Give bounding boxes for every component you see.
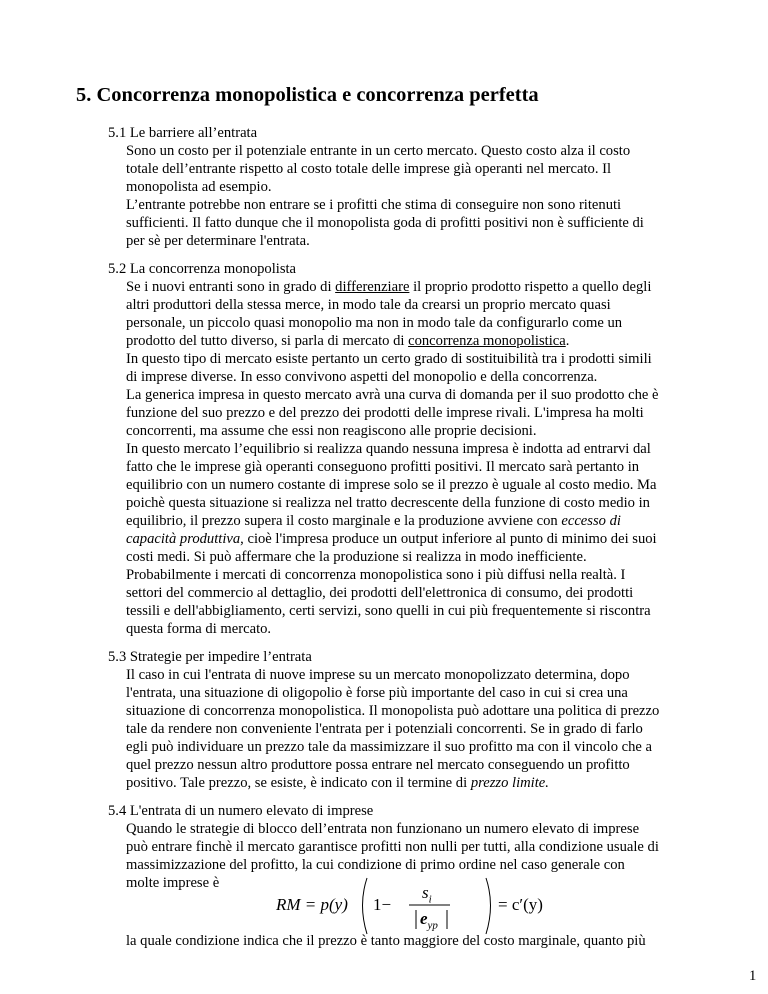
formula-numerator: $s_i$ <box>422 883 432 906</box>
paragraph-line: positivo. Tale prezzo, se esiste, è indicato con il termine di prezzo limite. <box>126 775 549 791</box>
paragraph-line: settori del commercio al dettaglio, dei prodotti dell'elettronica di consumo, dei prodotti <box>126 585 634 601</box>
section-heading-5-1: 5.1 Le barriere all’entrata <box>108 125 258 141</box>
italic-term: prezzo limite. <box>470 775 549 791</box>
paragraph-line: la quale condizione indica che il prezzo è tanto maggiore del costo marginale, quanto più <box>126 933 646 949</box>
paragraph-line: sufficienti. Il fatto dunque che il monopolista goda di profitti positivi non è sufficiente di <box>126 215 644 231</box>
paragraph-line: Se i nuovi entranti sono in grado di differenziare il proprio prodotto rispetto a quello degli <box>126 279 652 295</box>
paragraph-line: monopolista ad esempio. <box>126 179 272 195</box>
paragraph-line: La generica impresa in questo mercato avrà una curva di domanda per il suo prodotto che è <box>126 387 659 403</box>
paragraph-line: poichè questa situazione si realizza nel tratto decrescente della funzione di costo medio in <box>126 495 650 511</box>
section-heading-5-3: 5.3 Strategie per impedire l’entrata <box>108 649 312 665</box>
page-number: 1 <box>749 968 757 984</box>
paragraph-line: In questo mercato l’equilibrio si realizza quando nessuna impresa è indotta ad entrarvi dal <box>126 441 651 457</box>
paragraph-line: equilibrio con un numero costante di imprese solo se il prezzo è uguale al costo medio. Ma <box>126 477 657 493</box>
paragraph-line: egli può individuare un prezzo tale da massimizzare il suo profitto ma con il vincolo che a <box>126 739 653 755</box>
paragraph-line: In questo tipo di mercato esiste pertanto un certo grado di sostituibilità tra i prodotti simili <box>126 351 652 367</box>
paragraph-line: di imprese diverse. In esso convivono aspetti del monopolio e della concorrenza. <box>126 369 598 385</box>
paragraph-line: massimizzazione del profitto, la cui condizione di primo ordine nel caso generale con <box>126 857 625 873</box>
paragraph-line: capacità produttiva, cioè l'impresa produce un output inferiore al punto di minimo dei suoi <box>126 531 657 547</box>
section-heading-5-2: 5.2 La concorrenza monopolista <box>108 261 297 277</box>
paragraph-line: molte imprese è <box>126 875 220 891</box>
paragraph-line: personale, un piccolo quasi monopolio ma non in modo tale da configurarlo come un <box>126 315 623 331</box>
paragraph-line: fatto che le imprese già operanti conseguono profitti positivi. Il mercato sarà pertanto in <box>126 459 640 475</box>
paragraph-line: funzione del suo prezzo e del prezzo dei prodotti delle imprese rivali. L'impresa ha molti <box>126 405 644 421</box>
paragraph-line: quel prezzo nessun altro produttore possa entrare nel mercato conseguendo un profitto <box>126 757 630 773</box>
paragraph-line: Il caso in cui l'entrata di nuove imprese su un mercato monopolizzato determina, dopo <box>126 667 630 683</box>
italic-term: capacità produttiva <box>126 531 241 547</box>
paragraph-line: prodotto del tutto diverso, si parla di mercato di concorrenza monopolistica. <box>126 333 570 349</box>
paragraph-line: totale dell’entrante rispetto al costo totale delle imprese già operanti nel mercato. Il <box>126 161 612 177</box>
paragraph-line: costi medi. Si può affermare che la produzione si realizza in modo inefficiente. <box>126 549 587 565</box>
underlined-term: concorrenza monopolistica <box>408 333 566 349</box>
paragraph-line: Probabilmente i mercati di concorrenza monopolistica sono i più diffusi nella realtà. I <box>126 567 626 583</box>
paragraph-line: l'entrata, una situazione di oligopolio è forse più importante del caso in cui si crea una <box>126 685 628 701</box>
paragraph-line: questa forma di mercato. <box>126 621 272 637</box>
chapter-title: 5. Concorrenza monopolistica e concorrenza perfetta <box>76 84 539 106</box>
formula-denominator: $e_{yp}$ <box>420 909 438 932</box>
paragraph-line: può entrare finchè il mercato garantisce profitti non nulli per tutti, alla condizione usuale di <box>126 839 659 855</box>
paragraph-line: Sono un costo per il potenziale entrante in un certo mercato. Questo costo alza il costo <box>126 143 631 159</box>
formula-lhs: RM = p(y) <box>276 895 348 914</box>
underlined-term: differenziare <box>335 279 410 295</box>
paragraph-line: per sè per determinare l'entrata. <box>126 233 310 249</box>
section-heading-5-4: 5.4 L'entrata di un numero elevato di imprese <box>108 803 374 819</box>
paragraph-line: situazione di concorrenza monopolistica. Il monopolista può adottare una politica di prezzo <box>126 703 660 719</box>
paragraph-line: altri produttori della stessa merce, in modo tale da crearsi un proprio mercato quasi <box>126 297 611 313</box>
paragraph-line: equilibrio, il prezzo supera il costo marginale e la produzione avviene con eccesso di <box>126 513 621 529</box>
paragraph-line: L’entrante potrebbe non entrare se i profitti che stima di conseguire non sono ritenuti <box>126 197 622 213</box>
italic-term: eccesso di <box>561 513 621 529</box>
paragraph-line: Quando le strategie di blocco dell’entrata non funzionano un numero elevato di imprese <box>126 821 640 837</box>
paragraph-line: concorrenti, ma assume che essi non reagiscono alle proprie decisioni. <box>126 423 537 439</box>
formula-one-minus: 1− <box>373 895 392 914</box>
paragraph-line: tessili e dell'abbigliamento, certi servizi, sono quelli in cui più frequentemente si riscontra <box>126 603 651 619</box>
formula-rhs: = c′(y) <box>498 895 543 914</box>
paragraph-line: tale da rendere non conveniente l'entrata per i potenziali concorrenti. Se in grado di farlo <box>126 721 643 737</box>
